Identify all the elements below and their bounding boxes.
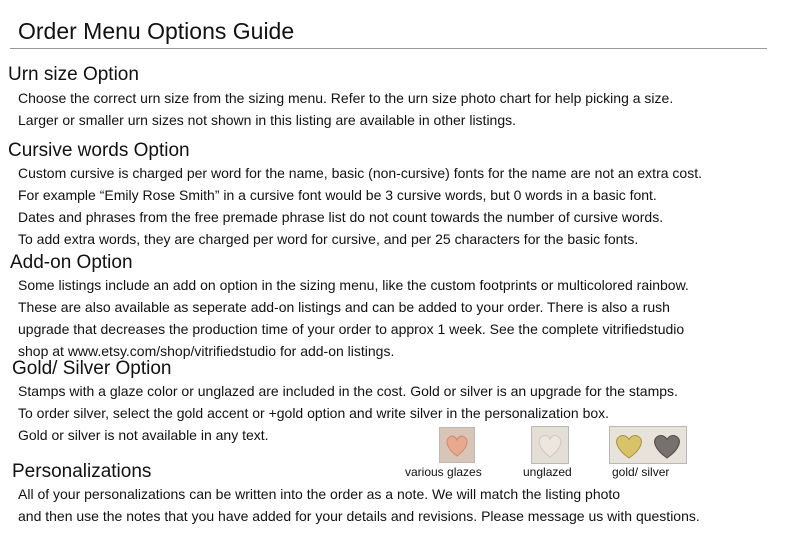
cursive-words-text xyxy=(18,162,702,250)
urn-size-line: Larger or smaller urn sizes not shown in this listing are available in other listings. xyxy=(18,112,517,128)
cursive-words-line: Custom cursive is charged per word for the name, basic (non-cursive) fonts for the name are not an extra cost. xyxy=(18,165,702,181)
glazed-stamp-photo xyxy=(439,427,475,463)
personalizations-line: All of your personalizations can be written into the order as a note. We will match the listing photo xyxy=(18,486,621,502)
gold-silver-line: To order silver, select the gold accent or +gold option and write silver in the personalization box. xyxy=(18,405,610,421)
personalizations-heading: Personalizations xyxy=(12,461,152,482)
cursive-words-line: Dates and phrases from the free premade phrase list do not count towards the number of cursive words. xyxy=(18,209,664,225)
gold-silver-line: Stamps with a glaze color or unglazed are included in the cost. Gold or silver is an upgrade for the stamps. xyxy=(18,383,678,399)
add-on-line: These are also available as seperate add-on listings and can be added to your order. There is also a rush xyxy=(18,299,670,315)
title-divider xyxy=(10,48,767,49)
add-on-text xyxy=(18,274,689,362)
page-title: Order Menu Options Guide xyxy=(18,18,295,44)
gold-silver-stamp-photo xyxy=(609,426,687,464)
cursive-words-line: For example “Emily Rose Smith” in a cursive font would be 3 cursive words, but 0 words in a basic font. xyxy=(18,187,657,203)
gold-silver-heading: Gold/ Silver Option xyxy=(12,358,172,379)
glazes-caption: various glazes xyxy=(405,465,482,479)
cursive-words-line: To add extra words, they are charged per word for cursive, and per 25 characters for the basic fonts. xyxy=(18,231,639,247)
add-on-line: shop at www.etsy.com/shop/vitrifiedstudio for add-on listings. xyxy=(18,343,395,359)
heart-stamp-glazed-icon xyxy=(440,428,474,462)
urn-size-line: Choose the correct urn size from the sizing menu. Refer to the urn size photo chart for help picking a size. xyxy=(18,90,674,106)
urn-size-text xyxy=(18,87,673,131)
gold-silver-caption: gold/ silver xyxy=(612,465,670,479)
personalizations-text xyxy=(18,483,700,527)
add-on-line: Some listings include an add on option in the sizing menu, like the custom footprints or multicolored rainbow. xyxy=(18,277,689,293)
cursive-words-heading: Cursive words Option xyxy=(8,140,190,161)
unglazed-stamp-photo xyxy=(531,426,569,464)
heart-stamp-gold-silver-icon xyxy=(610,427,686,463)
add-on-heading: Add-on Option xyxy=(10,252,133,273)
gold-silver-line: Gold or silver is not available in any text. xyxy=(18,427,269,443)
unglazed-caption: unglazed xyxy=(523,465,572,479)
personalizations-line: and then use the notes that you have added for your details and revisions. Please message us with questions. xyxy=(18,508,700,524)
heart-stamp-unglazed-icon xyxy=(532,427,568,463)
add-on-line: upgrade that decreases the production time of your order to approx 1 week. See the complete vitrifiedstudio xyxy=(18,321,685,337)
urn-size-heading: Urn size Option xyxy=(8,64,139,85)
gold-silver-text xyxy=(18,380,678,446)
